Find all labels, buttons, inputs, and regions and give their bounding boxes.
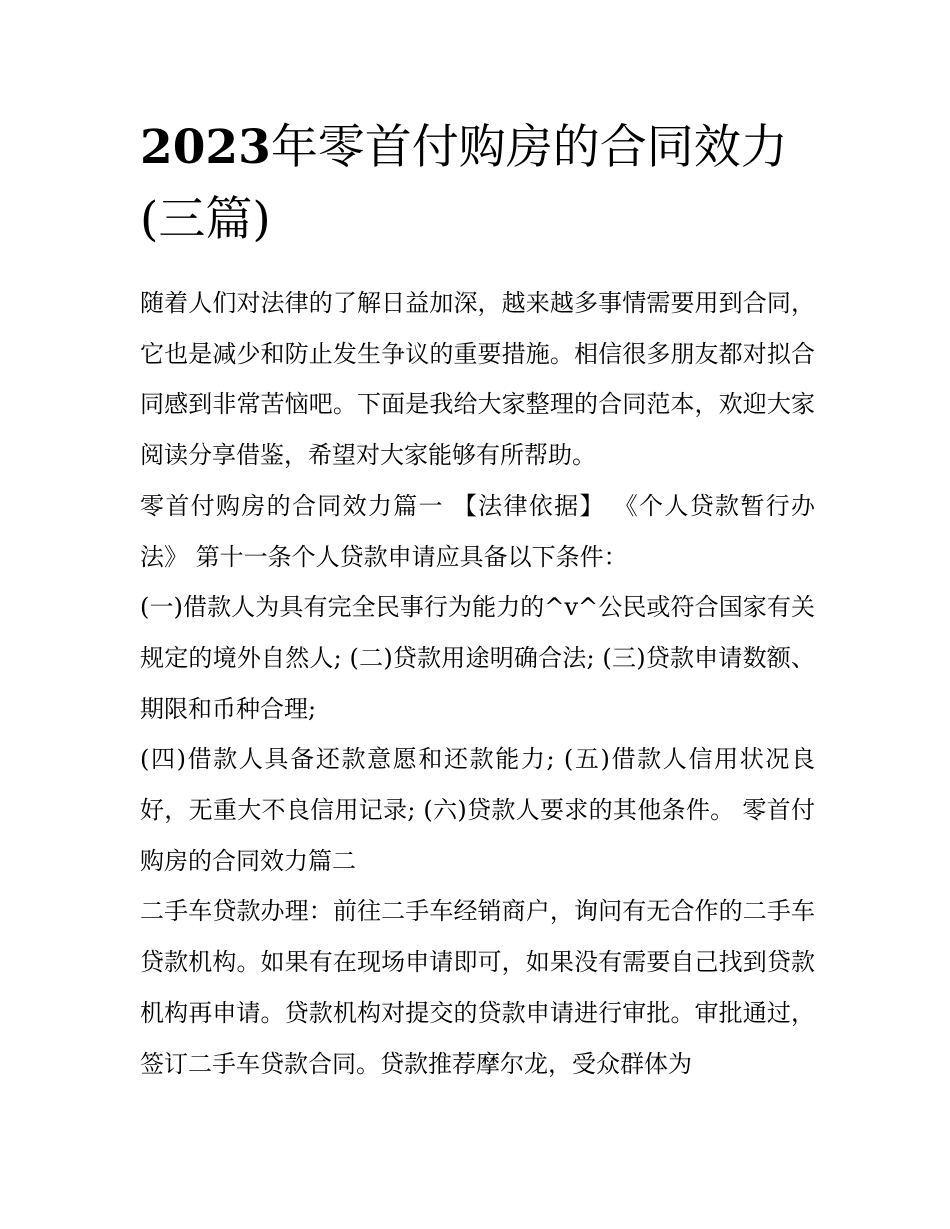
section-two-paragraph: 二手车贷款办理：前往二手车经销商户，询问有无合作的二手车贷款机构。如果有在现场申请即可，如果没有需要自己找到贷款机构再申请。贷款机构对提交的贷款申请进行审批。审批通过，签订二手车贷款合同。贷款推荐摩尔龙，受众群体为 — [140, 897, 815, 1078]
document-title — [140, 112, 820, 256]
conditions-paragraph-1: (一)借款人为具有完全民事行为能力的^v^公民或符合国家有关规定的境外自然人; (二)贷款用途明确合法; (三)贷款申请数额、期限和币种合理; — [140, 593, 815, 723]
title-year: 2023 — [140, 120, 271, 175]
section-one-paragraph: 零首付购房的合同效力篇一 【法律依据】 《个人贷款暂行办法》 第十一条个人贷款申请应具备以下条件： — [140, 491, 815, 571]
title-text: 年零首付购房的合同效力(三篇) — [140, 120, 788, 247]
document-body — [140, 278, 815, 1089]
conditions-paragraph-2: (四)借款人具备还款意愿和还款能力; (五)借款人信用状况良好，无重大不良信用记录; (六)贷款人要求的其他条件。 零首付购房的合同效力篇二 — [140, 745, 815, 875]
intro-paragraph: 随着人们对法律的了解日益加深，越来越多事情需要用到合同，它也是减少和防止发生争议的重要措施。相信很多朋友都对拟合同感到非常苦恼吧。下面是我给大家整理的合同范本，欢迎大家阅读分享借鉴，希望对大家能够有所帮助。 — [140, 289, 815, 470]
